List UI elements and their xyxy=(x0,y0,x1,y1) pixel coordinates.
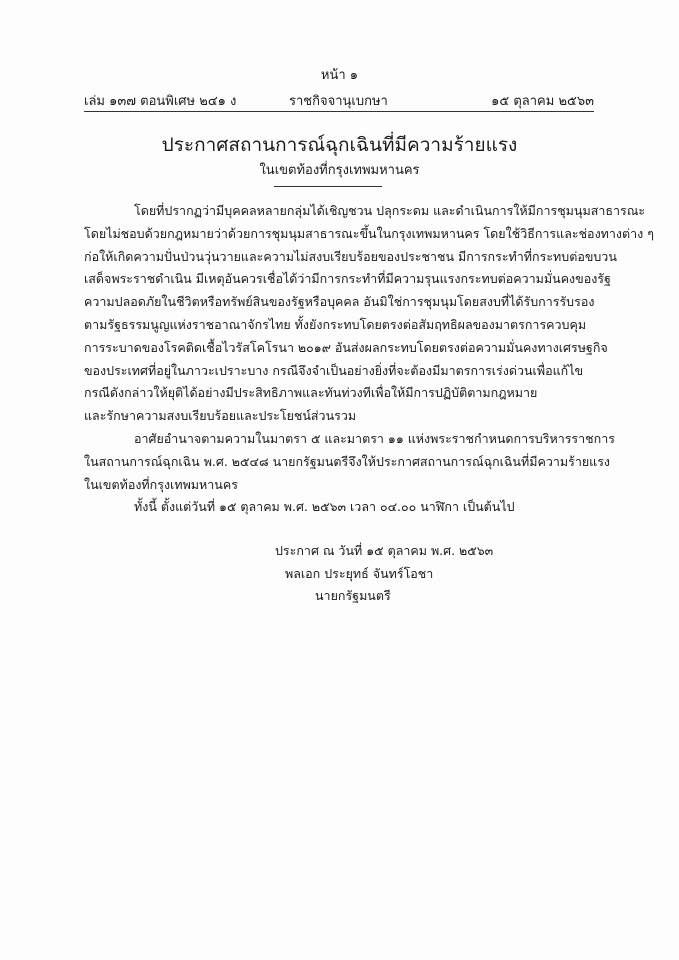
title-divider xyxy=(274,186,382,187)
body-line: เสด็จพระราชดำเนิน มีเหตุอันควรเชื่อได้ว่ามีการกระทำที่มีความรุนแรงกระทบต่อความมั่นคงของรัฐ xyxy=(84,271,611,287)
body-line: อาศัยอำนาจตามความในมาตรา ๕ และมาตรา ๑๑ แห่งพระราชกำหนดการบริหารราชการ xyxy=(134,430,615,446)
body-line: ก่อให้เกิดความปั่นป่วนวุ่นวายและความไม่สงบเรียบร้อยของประชาชน มีการกระทำที่กระทบต่อขบวน xyxy=(84,248,617,264)
signatory-name: พลเอก ประยุทธ์ จันทร์โอชา xyxy=(285,565,434,581)
signature-block xyxy=(275,540,493,608)
signatory-position: นายกรัฐมนตรี xyxy=(315,588,391,604)
body-line: และรักษาความสงบเรียบร้อยและประโยชน์ส่วนรวม xyxy=(84,408,357,424)
body-line: การระบาดของโรคติดเชื้อไวรัสโคโรนา ๒๐๑๙ อันส่งผลกระทบโดยตรงต่อความมั่นคงทางเศรษฐกิจ xyxy=(84,339,608,355)
publication-date: ๑๕ ตุลาคม ๒๕๖๓ xyxy=(491,94,594,109)
body-line: ทั้งนี้ ตั้งแต่วันที่ ๑๕ ตุลาคม พ.ศ. ๒๕๖๓ เวลา ๐๔.๐๐ นาฬิกา เป็นต้นไป xyxy=(134,499,515,515)
document-body xyxy=(84,200,654,519)
document-title: ประกาศสถานการณ์ฉุกเฉินที่มีความร้ายแรง xyxy=(161,134,518,156)
header-divider xyxy=(84,111,594,112)
body-line: ในสถานการณ์ฉุกเฉิน พ.ศ. ๒๕๔๘ นายกรัฐมนตรีจึงให้ประกาศสถานการณ์ฉุกเฉินที่มีความร้ายแรง xyxy=(84,453,611,469)
gazette-name: ราชกิจจานุเบกษา xyxy=(289,94,388,109)
body-line: โดยไม่ชอบด้วยกฎหมายว่าด้วยการชุมนุมสาธารณะขึ้นในกรุงเทพมหานคร โดยใช้วิธีการและช่องทางต่าง ๆ xyxy=(84,225,654,241)
announcement-date: ประกาศ ณ วันที่ ๑๕ ตุลาคม พ.ศ. ๒๕๖๓ xyxy=(275,543,494,558)
body-line: ของประเทศที่อยู่ในภาวะเปราะบาง กรณีจึงจำเป็นอย่างยิ่งที่จะต้องมีมาตรการเร่งด่วนเพื่อแก้ไข xyxy=(84,362,584,378)
gazette-header xyxy=(84,90,594,110)
body-line: ตามรัฐธรรมนูญแห่งราชอาณาจักรไทย ทั้งยังกระทบโดยตรงต่อสัมฤทธิผลของมาตรการควบคุม xyxy=(84,316,587,332)
body-line: ในเขตท้องที่กรุงเทพมหานคร xyxy=(84,476,238,492)
body-line: โดยที่ปรากฏว่ามีบุคคลหลายกลุ่มได้เชิญชวน ปลุกระดม และดำเนินการให้มีการชุมนุมสาธารณะ xyxy=(134,203,646,218)
document-subtitle: ในเขตท้องที่กรุงเทพมหานคร xyxy=(259,163,420,178)
page-number: หน้า ๑ xyxy=(320,68,359,83)
body-line: ความปลอดภัยในชีวิตหรือทรัพย์สินของรัฐหรือบุคคล อันมิใช่การชุมนุมโดยสงบที่ได้รับการรับรอง xyxy=(84,294,595,310)
body-line: กรณีดังกล่าวให้ยุติได้อย่างมีประสิทธิภาพและทันท่วงทีเพื่อให้มีการปฏิบัติตามกฎหมาย xyxy=(84,385,538,401)
volume-issue: เล่ม ๑๓๗ ตอนพิเศษ ๒๔๑ ง xyxy=(84,94,237,109)
